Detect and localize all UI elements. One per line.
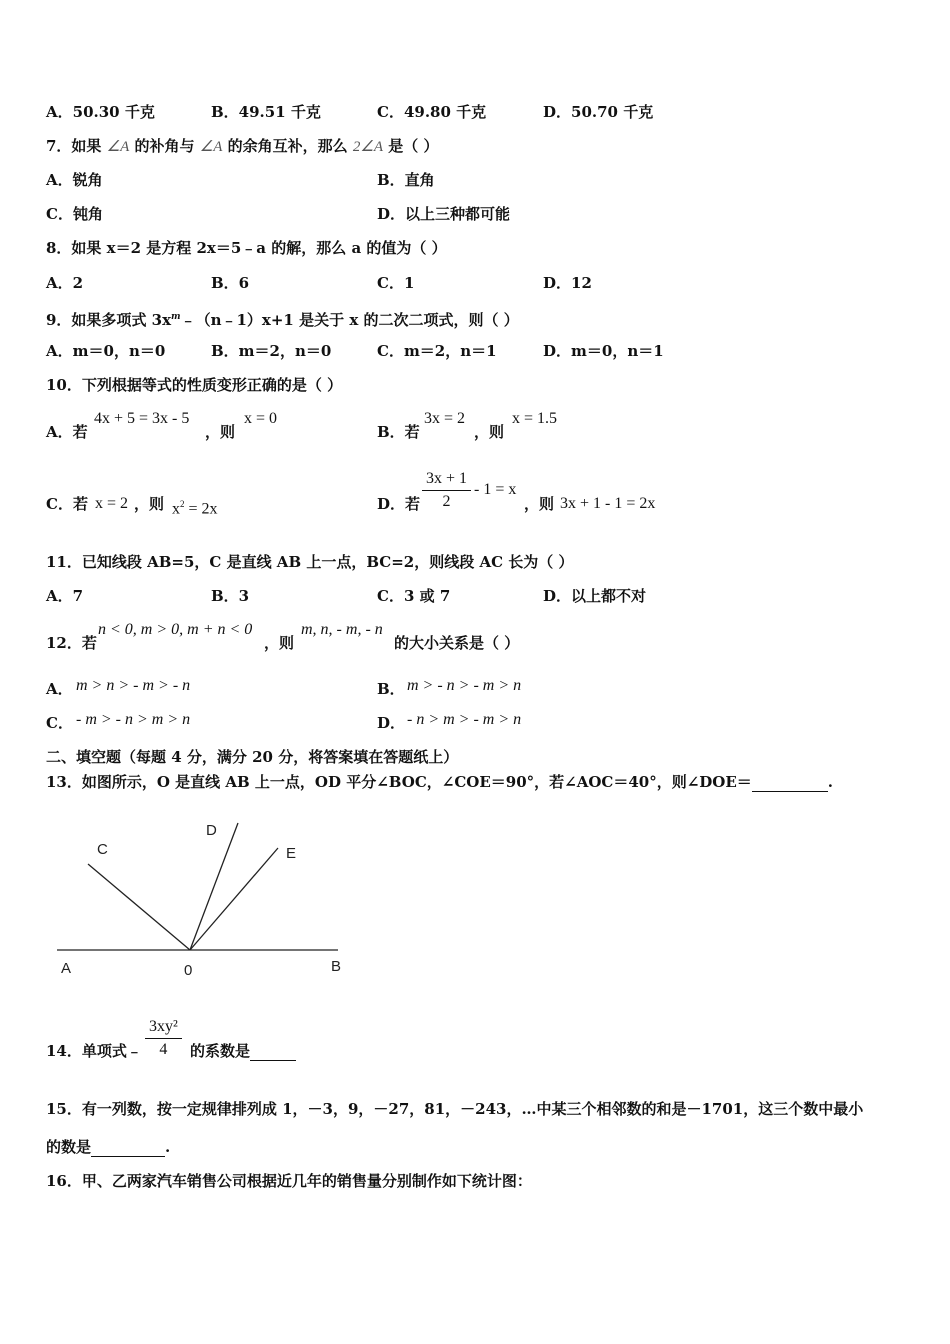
label-b: B (331, 958, 342, 975)
q8-option-c: C．1 (377, 274, 415, 292)
label-a: A (61, 960, 72, 977)
q11-option-a: A．7 (46, 587, 84, 605)
q7-text-3: 的余角互补，那么 (227, 137, 348, 155)
q10-d-denominator: 2 (442, 493, 451, 510)
q6-option-b: B．49.51 千克 (211, 103, 321, 121)
q9-option-a: A．m＝0，n＝0 (46, 342, 166, 360)
q10-option-c-equation: x = 2 (95, 495, 129, 512)
q10-option-d-then: ，则 (524, 495, 555, 513)
q15-text: 的数是 (46, 1138, 92, 1156)
q12-option-b-label: B． (377, 680, 405, 698)
label-e: E (286, 845, 297, 862)
q7-text-1: 7．如果 (46, 137, 102, 155)
q8-option-b: B．6 (211, 274, 250, 292)
ray-od (190, 823, 238, 950)
q10-option-d-result: 3x + 1 - 1 = 2x (560, 495, 656, 512)
q10-option-d-rest: - 1 = x (474, 481, 517, 498)
q10-option-d-fraction (422, 469, 471, 512)
q11-option-d: D．以上都不对 (543, 587, 647, 605)
label-o: 0 (184, 962, 193, 979)
ray-oc (88, 864, 190, 950)
q15-answer-blank[interactable] (91, 1140, 165, 1157)
q7-option-b: B．直角 (377, 171, 435, 189)
q13-stem (46, 772, 833, 792)
q12-condition: n < 0, m > 0, m + n < 0 (98, 621, 253, 638)
q7-text-4: 是（ ） (388, 137, 439, 155)
section-2-heading: 二、填空题（每题 4 分，满分 20 分，将答案填在答题纸上） (46, 748, 459, 766)
q12-option-d: - n > m > - m > n (407, 711, 522, 728)
q10-option-a-result: x = 0 (244, 410, 278, 427)
q10-option-d-label: D．若 (377, 495, 421, 513)
q16-stem: 16．甲、乙两家汽车销售公司根据近几年的销售量分别制作如下统计图： (46, 1172, 532, 1190)
q12-option-b: m > - n > - m > n (407, 677, 522, 694)
label-c: C (97, 841, 108, 858)
q12-post: 的大小关系是（ ） (394, 634, 520, 652)
q14-answer-blank[interactable] (250, 1044, 296, 1061)
q10-option-a-then: ，则 (205, 423, 236, 441)
q15-line-1: 15．有一列数，按一定规律排列成 1，－3，9，－27，81，－243，…中某三个相邻数的和是－1701，这三个数中最小 (46, 1100, 864, 1118)
q7-math-3: 2∠A (352, 139, 384, 155)
q14-fraction (145, 1017, 182, 1060)
q7-math-1: ∠A (106, 139, 130, 155)
q8-option-d: D．12 (543, 274, 592, 292)
q12-then: ，则 (264, 634, 295, 652)
q7-option-d: D．以上三种都可能 (377, 205, 511, 223)
q12-option-c-label: C． (46, 714, 73, 732)
q10-option-c-result (172, 494, 218, 519)
fraction-bar (145, 1038, 182, 1039)
q14-numerator: 3xy² (149, 1018, 178, 1035)
q10-option-c-label: C．若 (46, 495, 88, 513)
q13-end: . (827, 773, 834, 791)
q10-c-exponent: 2 (180, 499, 185, 509)
q12-option-a-label: A． (46, 680, 73, 698)
q6-option-c: C．49.80 千克 (377, 103, 487, 121)
q10-d-numerator: 3x + 1 (426, 470, 468, 487)
q15-end: . (165, 1138, 171, 1156)
q9-option-c: C．m＝2，n＝1 (377, 342, 497, 360)
q14-denominator: 4 (159, 1041, 168, 1058)
q10-option-b-then: ，则 (474, 423, 505, 441)
q10-option-b-label: B．若 (377, 423, 420, 441)
q12-option-c: - m > - n > m > n (76, 711, 191, 728)
ray-oe (190, 848, 278, 950)
q10-option-b-equation: 3x = 2 (424, 410, 466, 427)
q7-option-a: A．锐角 (46, 171, 103, 189)
q11-stem: 11．已知线段 AB=5，C 是直线 AB 上一点，BC=2，则线段 AC 长为（ ） (46, 553, 574, 571)
q7-math-2: ∠A (199, 139, 223, 155)
q7-text-2: 的补角与 (134, 137, 195, 155)
q8-stem: 8．如果 x＝2 是方程 2x＝5﹣a 的解，那么 a 的值为（ ） (46, 239, 447, 257)
fraction-bar (422, 490, 471, 491)
q9-stem-post: ﹣（n﹣1）x+1 是关于 x 的二次二项式，则（ ） (180, 311, 519, 329)
q6-option-d: D．50.70 千克 (543, 103, 654, 121)
q10-option-a-label: A．若 (46, 423, 88, 441)
q8-option-a: A．2 (46, 274, 84, 292)
q9-stem (46, 307, 519, 330)
q9-option-b: B．m＝2，n＝0 (211, 342, 332, 360)
q15-line-2 (46, 1137, 170, 1157)
q10-option-c-then: ，则 (134, 495, 165, 513)
q6-option-a: A．50.30 千克 (46, 103, 155, 121)
q11-option-b: B．3 (211, 587, 250, 605)
q13-text: 13．如图所示，O 是直线 AB 上一点，OD 平分∠BOC，∠COE＝90°，若∠AOC＝40°，则∠DOE＝ (46, 773, 752, 791)
q14-pre: 14．单项式﹣ (46, 1042, 142, 1060)
q7-option-c: C．钝角 (46, 205, 103, 223)
q10-c-post: = 2x (184, 500, 218, 518)
angle-figure (50, 815, 350, 980)
q9-option-d: D．m＝0，n＝1 (543, 342, 664, 360)
q14-post (190, 1041, 296, 1061)
q12-option-a: m > n > - m > - n (76, 677, 191, 694)
q12-variables: m, n, - m, - n (301, 621, 383, 638)
q10-stem: 10．下列根据等式的性质变形正确的是（ ） (46, 376, 343, 394)
q11-option-c: C．3 或 7 (377, 587, 451, 605)
q12-option-d-label: D． (377, 714, 406, 732)
q9-exponent: m (171, 312, 181, 322)
q10-option-b-result: x = 1.5 (512, 410, 558, 427)
q14-text: 的系数是 (190, 1042, 251, 1060)
q9-stem-pre: 9．如果多项式 3x (46, 311, 172, 329)
q10-option-a-equation: 4x + 5 = 3x - 5 (94, 410, 190, 427)
label-d: D (206, 822, 217, 839)
q10-c-base: x (172, 500, 180, 518)
q13-answer-blank[interactable] (752, 775, 828, 792)
q12-pre: 12．若 (46, 634, 97, 652)
q7-stem (46, 136, 438, 157)
